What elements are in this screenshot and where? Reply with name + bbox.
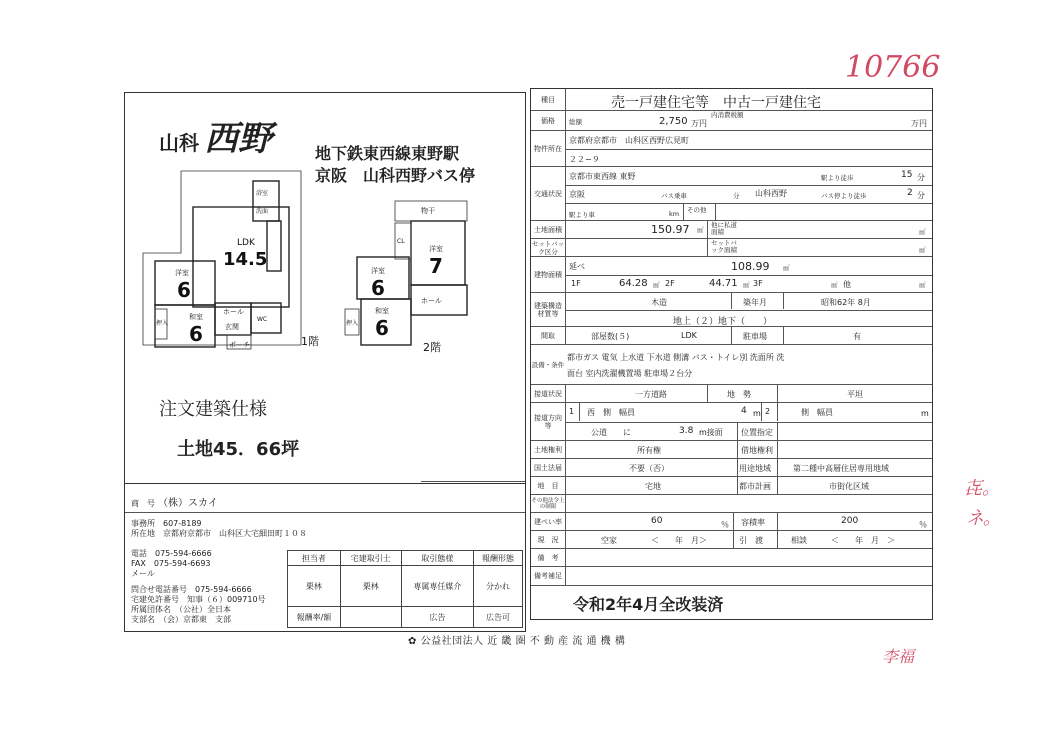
other-floor-label: 他	[843, 280, 851, 289]
type-value: 売一戸建住宅等 中古一戸建住宅	[611, 95, 821, 111]
company-divider	[125, 512, 525, 513]
terrain-label: 地 勢	[727, 390, 751, 399]
staff-value-3: 専属専任媒介	[401, 566, 474, 607]
walk1-unit: 分	[917, 173, 925, 182]
location-value-1: 京都府京都市 山科区西野広見町	[569, 136, 689, 145]
bcr-value: 60	[651, 516, 663, 526]
row-direction	[531, 403, 932, 441]
row-zoning	[531, 459, 932, 477]
company-info	[124, 484, 526, 632]
j1-size: 6	[189, 322, 203, 346]
row-road	[531, 385, 932, 403]
total-floor-label: 延べ	[569, 262, 585, 271]
floor-2-plan	[345, 201, 467, 354]
rooms-count: 部屋数(５)	[591, 332, 630, 341]
road-value: 一方道路	[635, 390, 667, 399]
association: 所属団体名 （公社）全日本	[131, 605, 231, 614]
nlu-value: 不要（否）	[629, 464, 669, 473]
row-rights	[531, 441, 932, 459]
floor1-label: 1階	[301, 335, 319, 348]
w1-label: 洋室	[175, 269, 189, 277]
price-value: 2,750	[659, 116, 688, 127]
row-price	[531, 111, 932, 131]
station-line-1: 地下鉄東西線東野駅	[315, 144, 460, 163]
direction-label: 接道方向等	[531, 403, 566, 440]
area-name-big: 西野	[204, 119, 273, 159]
w3-size: 6	[371, 276, 385, 300]
other-label: その他	[687, 206, 707, 214]
position-label: 位置指定	[741, 428, 773, 437]
staff-value-2: 栗林	[340, 566, 401, 607]
facility-value-1: 都市ガス 電気 上水道 下水道 側溝 バス・トイレ別 洗面所 洗	[567, 353, 785, 362]
traffic-1: 京都市東西線 東野	[569, 172, 636, 181]
w1-size: 6	[177, 278, 191, 302]
status-date: ＜ 年 月＞	[651, 536, 707, 545]
station-line-2: 京阪 山科西野バス停	[315, 166, 476, 185]
rooms-type: LDK	[681, 331, 697, 340]
address: 所在地 京都府京都市 山科区大宅細田町１０８	[131, 529, 307, 538]
dir2-no: 2	[765, 407, 771, 416]
bus-unit: 分	[733, 192, 740, 200]
footer-org	[408, 632, 625, 647]
j2-size: 6	[375, 316, 389, 340]
staff-header-4: 報酬形態	[474, 551, 523, 566]
row-ratios	[531, 513, 932, 531]
dir1-unit: m	[753, 409, 761, 418]
row-type	[531, 89, 932, 111]
ldk-label: LDK	[237, 238, 255, 248]
far-unit: ％	[919, 520, 927, 529]
location-value-2: ２２−９	[569, 155, 600, 164]
bus-walk-label: バス停より徒歩	[821, 192, 867, 200]
row-location	[531, 131, 932, 167]
staff-header-3: 取引態様	[401, 551, 474, 566]
wc-label: WC	[257, 316, 268, 323]
staff-footer-1: 報酬率/額	[288, 607, 341, 628]
layout-label: 間取	[531, 327, 566, 344]
floor2-label: 2階	[423, 341, 441, 354]
handwritten-seal: 李福	[882, 647, 915, 666]
bus-walk-value: 2	[907, 188, 913, 198]
staff-footer-4: 広告可	[474, 607, 523, 628]
frontage-unit: m接面	[699, 428, 723, 437]
row-legal	[531, 495, 932, 513]
zone-label: 用途地域	[739, 464, 771, 473]
traffic-label: 交通状況	[531, 167, 566, 220]
office: 事務所 607-8189	[131, 519, 202, 528]
w2-label: 洋室	[429, 245, 443, 253]
fax: FAX 075-594-6693	[131, 559, 211, 568]
land-area-label: 土地面積	[531, 221, 566, 238]
bus-walk-unit: 分	[917, 191, 925, 200]
lease-label: 借地権利	[741, 446, 773, 455]
structure-value: 木造	[651, 298, 667, 307]
land-area-value: 150.97	[651, 223, 690, 236]
bath-label: 浴室	[256, 190, 269, 197]
type-label: 種目	[531, 89, 566, 110]
other-floor-unit: ㎡	[919, 281, 926, 289]
row-land-category	[531, 477, 932, 495]
staff-value-1: 栗林	[288, 566, 341, 607]
tax-unit: 万円	[911, 119, 927, 128]
price-total-label: 総額	[569, 118, 582, 126]
bus-label: バス乗車	[661, 192, 687, 200]
parking-label: 駐車場	[743, 332, 767, 341]
j1-label: 和室	[189, 313, 203, 321]
floor-1-plan	[155, 181, 319, 349]
ldk-size: 14.5	[223, 249, 268, 270]
rights-value: 所有権	[637, 446, 661, 455]
zone-value: 第二種中高層住居専用地域	[793, 464, 889, 473]
total-floor-value: 108.99	[731, 260, 770, 273]
setback-area-label: セットバック面積	[711, 239, 737, 254]
row-status	[531, 531, 932, 549]
bcr-label: 建ぺい率	[531, 513, 566, 530]
staff-header-2: 宅建取引士	[340, 551, 401, 566]
dir1-width: 4	[741, 406, 747, 416]
far-value: 200	[841, 516, 859, 526]
rights-label: 土地権利	[531, 441, 566, 458]
walk1-label: 駅より徒歩	[821, 174, 854, 182]
org-logo-icon: ✿	[408, 636, 417, 647]
location-label: 物件所在	[531, 131, 566, 166]
row-land-area	[531, 221, 932, 239]
inquiry-tel: 問合せ電話番号 075-594-6666	[131, 585, 252, 594]
wash-label: 洗面	[256, 208, 269, 215]
genkan-label: 玄関	[225, 323, 239, 331]
setback-label: セットバック区分	[531, 239, 565, 256]
status-label: 現 況	[531, 531, 566, 548]
row-facility	[531, 345, 932, 385]
f3-label: 3F	[753, 279, 763, 288]
j2-label: 和室	[375, 307, 389, 315]
land-category-label: 地 目	[531, 477, 566, 494]
cl-label: CL	[397, 238, 405, 245]
land-category-value: 宅地	[645, 482, 661, 491]
private-road-label: 他に私道面積	[711, 221, 737, 236]
oshi2-label: 押入	[346, 320, 359, 327]
dir1-no: 1	[569, 407, 575, 416]
store-label: 物干	[421, 207, 435, 215]
row-notes	[531, 549, 932, 567]
structure-label: 建築構造材質等	[531, 293, 566, 326]
dir2-side: 側 幅員	[801, 408, 833, 417]
far-label: 容積率	[741, 518, 765, 527]
floors-value: 地上（２）地下（ ）	[673, 317, 773, 327]
private-road-unit: ㎡	[919, 228, 926, 236]
f1-label: 1F	[571, 279, 581, 288]
handover-value: 相談	[791, 536, 807, 545]
spec-title: 注文建築仕様	[159, 399, 267, 420]
dir1-side: 西 側 幅員	[587, 408, 635, 417]
floor-plan-drawing	[125, 163, 525, 363]
oshi1-label: 押入	[156, 320, 169, 327]
total-floor-unit: ㎡	[783, 264, 790, 272]
car-label: 駅より車	[569, 211, 595, 219]
city-plan-label: 都市計画	[739, 482, 771, 491]
road-label: 接道状況	[531, 385, 566, 402]
row-building-area	[531, 257, 932, 293]
trade-name: 商 号 （株）スカイ	[131, 498, 218, 509]
staff-footer-2	[340, 607, 401, 628]
handwritten-number: 10766	[845, 50, 941, 85]
org-name: 公益社団法人 近 畿 圏 不 動 産 流 通 機 構	[420, 636, 626, 647]
legal-label: その他法令上の制限	[531, 495, 566, 512]
f1-unit: ㎡	[653, 281, 660, 289]
car-unit: km	[669, 210, 680, 218]
price-label: 価格	[531, 111, 566, 130]
handwritten-mark-b: ネ。	[966, 508, 1001, 529]
bcr-unit: ％	[721, 520, 729, 529]
row-remarks	[531, 567, 932, 585]
row-traffic	[531, 167, 932, 221]
facility-label: 設備・条件	[531, 360, 565, 369]
handwritten-mark-a: 㐂。	[964, 478, 1000, 499]
porch-label: ポーチ	[229, 341, 250, 349]
row-setback	[531, 239, 932, 257]
city-plan-value: 市街化区域	[829, 482, 869, 491]
remarks-value: 令和2年4月全改装済	[573, 595, 724, 614]
terrain-value: 平坦	[847, 390, 863, 399]
remarks-label: 備考補足	[531, 567, 566, 585]
f2-label: 2F	[665, 279, 675, 288]
setback-area-unit: ㎡	[919, 246, 926, 254]
row-structure	[531, 293, 932, 327]
f3-unit: ㎡	[831, 281, 838, 289]
staff-value-4: 分かれ	[474, 566, 523, 607]
tel: 電話 075-594-6666	[131, 549, 212, 558]
area-name-small: 山科	[159, 131, 199, 155]
built-value: 昭和62年 8月	[821, 298, 871, 307]
bldg-area-label: 建物面積	[531, 257, 566, 292]
staff-header-1: 担当者	[288, 551, 341, 566]
hall2-label: ホール	[421, 297, 442, 305]
hall1-label: ホール	[223, 308, 244, 316]
dir2-unit: m	[921, 409, 929, 418]
row-layout	[531, 327, 932, 345]
status-value: 空家	[601, 536, 617, 545]
nlu-label: 国土法届	[531, 459, 566, 476]
mail: メール	[131, 569, 155, 578]
f1-value: 64.28	[619, 278, 648, 289]
parking-value: 有	[853, 332, 861, 341]
built-label: 築年月	[743, 298, 767, 307]
f2-value: 44.71	[709, 278, 738, 289]
remarks-box	[531, 585, 932, 620]
f2-unit: ㎡	[743, 281, 750, 289]
w3-label: 洋室	[371, 267, 385, 275]
traffic-2: 京阪	[569, 190, 585, 199]
branch: 支部名 （会）京都東 支部	[131, 615, 231, 624]
floor-plan-panel	[124, 92, 526, 484]
area-name	[159, 111, 272, 160]
walk1-value: 15	[901, 170, 913, 180]
tax-label: 内消費税額	[711, 111, 744, 119]
property-table	[530, 88, 933, 620]
notes-label: 備 考	[531, 549, 566, 566]
staff-table	[287, 550, 523, 628]
w2-size: 7	[429, 254, 443, 278]
land-size: 土地45．66坪	[177, 439, 300, 460]
price-unit: 万円	[691, 119, 707, 128]
bus-stop: 山科西野	[755, 189, 787, 198]
handover-label: 引 渡	[739, 536, 763, 545]
frontage-value: 3.8	[679, 426, 694, 436]
handover-date: ＜ 年 月 ＞	[831, 536, 895, 545]
license: 宅建免許番号 知事（６）009710号	[131, 595, 266, 604]
facility-value-2: 面台 室内洗濯機置場 駐車場２台分	[567, 369, 693, 378]
public-road: 公道 に	[591, 428, 631, 437]
land-area-unit: ㎡	[697, 226, 704, 234]
staff-footer-3: 広告	[401, 607, 474, 628]
